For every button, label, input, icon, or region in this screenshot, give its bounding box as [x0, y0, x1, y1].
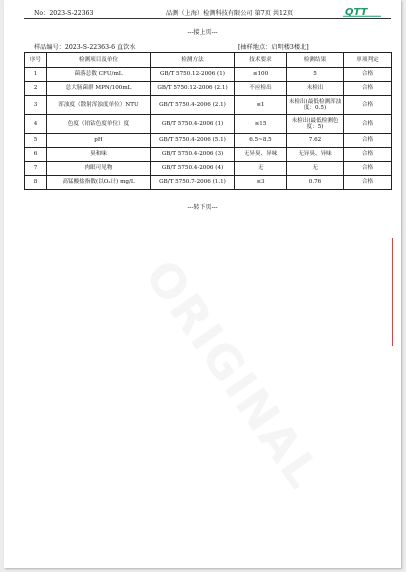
table-cell: GB/T 5750.4-2006 (4) [151, 162, 235, 176]
table-cell: 7 [25, 162, 47, 176]
table-cell: 合格 [344, 134, 392, 148]
table-cell: 无 [235, 162, 287, 176]
continued-to-label: ---转下页--- [187, 204, 218, 211]
header-divider [24, 18, 391, 19]
table-row [25, 162, 392, 176]
qtt-logo [341, 6, 383, 17]
table-cell: 臭和味 [47, 148, 151, 162]
table-cell: 无异臭、异味 [235, 148, 287, 162]
continued-from-label: ---接上页--- [187, 29, 218, 36]
table-cell: 菌落总数 CFU/mL [47, 68, 151, 82]
table-cell: 不应检出 [235, 82, 287, 96]
table-cell: 色度（铂钴色度单位）度 [47, 115, 151, 134]
table-cell: GB/T 5750.4-2006 (5.1) [151, 134, 235, 148]
table-cell: 0.76 [287, 176, 344, 190]
report-page [4, 0, 401, 568]
table-cell: 未检出(最低检测浑浊度：0.5) [287, 96, 344, 115]
svg-text:QTT: QTT [345, 7, 368, 17]
table-cell: 5 [25, 134, 47, 148]
table-cell: 6.5~8.5 [235, 134, 287, 148]
table-cell: GB/T 5750.4-2006 (3) [151, 148, 235, 162]
table-cell: 合格 [344, 82, 392, 96]
table-cell: 无 [287, 162, 344, 176]
table-cell: 总大肠菌群 MPN/100mL [47, 82, 151, 96]
table-cell: ≤15 [235, 115, 287, 134]
table-cell: 未检出(最低检测色度：5) [287, 115, 344, 134]
results-table [24, 52, 392, 190]
table-cell: 5 [287, 68, 344, 82]
header-cell: 检测结果 [287, 53, 344, 68]
table-cell: 肉眼可见物 [47, 162, 151, 176]
table-cell: GB/T 5750.12-2006 (1) [151, 68, 235, 82]
table-cell: GB/T 5750.7-2006 (1.1) [151, 176, 235, 190]
sampling-location: [抽样地点：启明楼3楼北] [238, 44, 309, 51]
table-cell: GB/T 5750.12-2006 (2.1) [151, 82, 235, 96]
table-cell: 合格 [344, 68, 392, 82]
table-cell: GB/T 5750.4-2006 (2.1) [151, 96, 235, 115]
table-cell: 7.62 [287, 134, 344, 148]
table-cell: ≤3 [235, 176, 287, 190]
header-cell: 技术要求 [235, 53, 287, 68]
report-number: No：2023-S-22363 [34, 10, 94, 17]
company-page-info: 品测（上海）检测科技有限公司 第7页 共12页 [166, 10, 294, 17]
header-cell: 单项判定 [344, 53, 392, 68]
table-row [25, 68, 392, 82]
table-cell: 1 [25, 68, 47, 82]
table-cell: 合格 [344, 115, 392, 134]
seal-edge [392, 238, 401, 346]
table-row [25, 148, 392, 162]
table-cell: 未检出 [287, 82, 344, 96]
header-cell: 序号 [25, 53, 47, 68]
table-cell: GB/T 5750.4-2006 (1) [151, 115, 235, 134]
table-cell: 合格 [344, 162, 392, 176]
table-cell: 3 [25, 96, 47, 115]
table-row [25, 176, 392, 190]
table-row [25, 115, 392, 134]
sample-number: 样品编号：2023-S-22363-6 直饮水 [34, 44, 136, 51]
table-cell: 8 [25, 176, 47, 190]
table-cell: 高锰酸盐指数(以O₂计) mg/L [47, 176, 151, 190]
header-cell: 检测项目及单位 [47, 53, 151, 68]
table-row [25, 134, 392, 148]
table-row [25, 96, 392, 115]
table-cell: 2 [25, 82, 47, 96]
table-header-row [25, 53, 392, 68]
table-cell: ≤100 [235, 68, 287, 82]
table-row [25, 82, 392, 96]
original-watermark: ORIGINAL [134, 250, 332, 499]
table-cell: pH [47, 134, 151, 148]
table-cell: 无异臭、异味 [287, 148, 344, 162]
table-cell: 合格 [344, 96, 392, 115]
table-cell: ≤1 [235, 96, 287, 115]
table-cell: 合格 [344, 148, 392, 162]
table-cell: 浑浊度（散射浑浊度单位）NTU [47, 96, 151, 115]
header-cell: 检测方法 [151, 53, 235, 68]
table-cell: 6 [25, 148, 47, 162]
table-cell: 4 [25, 115, 47, 134]
table-cell: 合格 [344, 176, 392, 190]
